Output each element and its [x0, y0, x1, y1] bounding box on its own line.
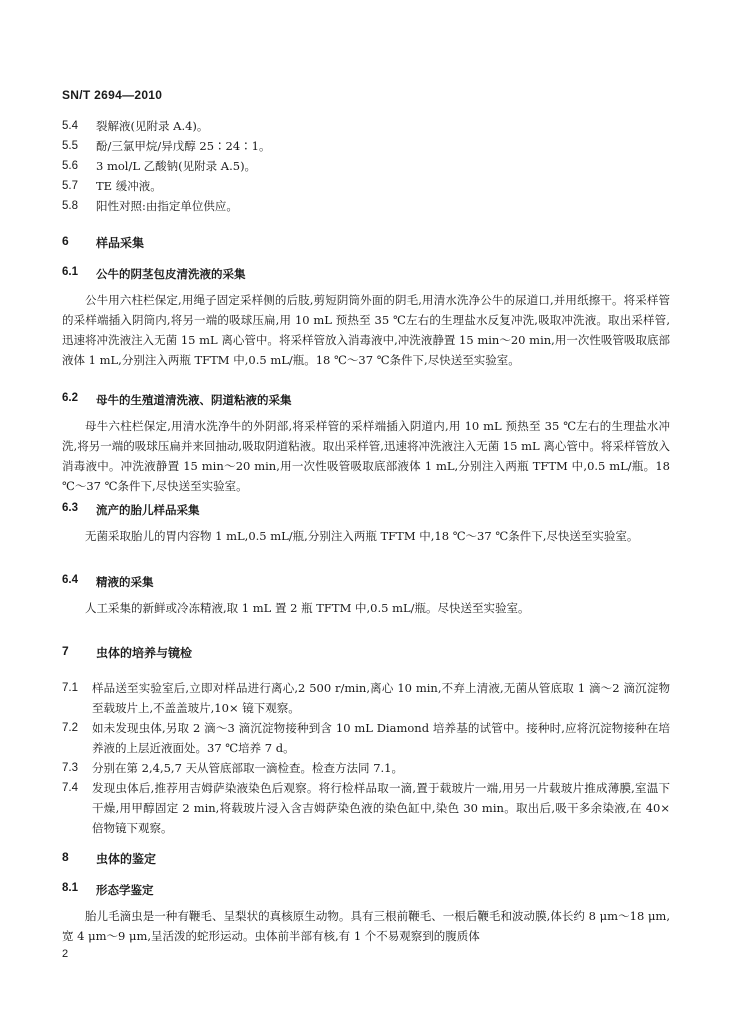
paragraph: 无菌采取胎儿的胃内容物 1 mL,0.5 mL/瓶,分别注入两瓶 TFTM 中,18 ℃～37 ℃条件下,尽快送至实验室。: [85, 529, 639, 543]
section-heading: [62, 644, 670, 661]
item-number: 7.4: [62, 782, 78, 794]
subsection-heading: [62, 882, 670, 898]
item-number: 5.8: [62, 200, 78, 212]
standard-code: SN/T 2694—2010: [62, 88, 163, 102]
reagent-list: [62, 116, 670, 216]
list-item: [62, 196, 670, 216]
list-item: [62, 136, 670, 156]
subsection-number: 6.4: [62, 574, 78, 586]
procedure-list: [62, 678, 670, 838]
subsection-number: 6.3: [62, 502, 78, 514]
subsection-title: 形态学鉴定: [96, 885, 154, 897]
subsection-title: 公牛的阴茎包皮清洗液的采集: [96, 269, 246, 281]
subsection-number: 8.1: [62, 882, 78, 894]
section-number: 7: [62, 644, 69, 658]
item-number: 5.7: [62, 180, 78, 192]
section-heading: [62, 850, 670, 867]
item-number: 5.5: [62, 140, 78, 152]
list-item: [62, 176, 670, 196]
item-number: 5.4: [62, 120, 78, 132]
procedure-item: [62, 778, 670, 838]
procedure-item: [62, 678, 670, 718]
list-item: [62, 156, 670, 176]
item-text: 裂解液(见附录 A.4)。: [96, 119, 209, 133]
subsection-number: 6.2: [62, 392, 78, 404]
item-number: 7.2: [62, 722, 78, 734]
subsection-heading: [62, 266, 670, 282]
subsection-heading: [62, 392, 670, 408]
procedure-item: [62, 758, 670, 778]
item-text: 分别在第 2,4,5,7 天从管底部取一滴检查。检查方法同 7.1。: [92, 761, 403, 775]
item-text: 阳性对照:由指定单位供应。: [96, 199, 238, 213]
page-number: 2: [62, 948, 69, 960]
item-text: 样品送至实验室后,立即对样品进行离心,2 500 r/min,离心 10 min,不弃上清液,无菌从管底取 1 滴～2 滴沉淀物至载玻片上,不盖盖玻片,10× 镜下观察。: [92, 681, 670, 715]
item-text: 发现虫体后,推荐用吉姆萨染液染色后观察。将行检样品取一滴,置于载玻片一端,用另一片载玻片推成薄膜,室温下干燥,用甲醇固定 2 min,将载玻片浸入含吉姆萨染色液的染色缸中,染色 30 min。取出后,吸干多余染液,在 40× 倍物镜下观察。: [92, 781, 670, 835]
subsection-heading: [62, 574, 670, 590]
item-number: 7.1: [62, 682, 78, 694]
subsection-title: 流产的胎儿样品采集: [96, 505, 200, 517]
item-text: 酚/三氯甲烷/异戊醇 25∶24∶1。: [96, 139, 271, 153]
paragraph: 公牛用六柱栏保定,用绳子固定采样侧的后肢,剪短阴筒外面的阴毛,用清水洗净公牛的尿道口,并用纸擦干。将采样管的采样端插入阴筒内,将另一端的吸球压扁,用 10 mL 预热至 35 ℃左右的生理盐水反复冲洗,吸取冲洗液。取出采样管,迅速将冲洗液注入无菌 15 mL 离心管中。将采样管放入消毒液中,冲洗液静置 15 min～20 min,用一次性吸管吸取底部液体 1 mL,分别注入两瓶 TFTM 中,0.5 mL/瓶。18 ℃～37 ℃条件下,尽快送至实验室。: [62, 293, 670, 367]
section-heading: [62, 234, 670, 251]
subsection-heading: [62, 502, 670, 518]
item-text: 如未发现虫体,另取 2 滴～3 滴沉淀物接种到含 10 mL Diamond 培养基的试管中。接种时,应将沉淀物接种在培养液的上层近液面处。37 ℃培养 7 d。: [92, 721, 670, 755]
item-text: 3 mol/L 乙酸钠(见附录 A.5)。: [96, 159, 257, 173]
item-text: TE 缓冲液。: [96, 179, 162, 193]
section-title: 虫体的鉴定: [96, 852, 157, 866]
paragraph: 胎儿毛滴虫是一种有鞭毛、呈梨状的真核原生动物。具有三根前鞭毛、一根后鞭毛和波动膜,体长约 8 μm～18 μm,宽 4 μm～9 μm,呈活泼的蛇形运动。虫体前半部有核,有 1 个不易观察到的腹质体: [62, 909, 670, 943]
section-number: 6: [62, 234, 69, 248]
section-title: 虫体的培养与镜检: [96, 646, 193, 660]
section-number: 8: [62, 850, 69, 864]
paragraph: 母牛六柱栏保定,用清水洗净牛的外阴部,将采样管的采样端插入阴道内,用 10 mL 预热至 35 ℃左右的生理盐水冲洗,将另一端的吸球压扁并来回抽动,吸取阴道粘液。取出采样管,迅速将冲洗液注入无菌 15 mL 离心管中。将采样管放入消毒液中。冲洗液静置 15 min～20 min,用一次性吸管吸取底部液体 1 mL,分别注入两瓶 TFTM 中,0.5 mL/瓶。18 ℃～37 ℃条件下,尽快送至实验室。: [62, 419, 670, 493]
paragraph: 人工采集的新鲜或冷冻精液,取 1 mL 置 2 瓶 TFTM 中,0.5 mL/瓶。尽快送至实验室。: [85, 601, 530, 615]
section-title: 样品采集: [96, 236, 145, 250]
subsection-number: 6.1: [62, 266, 78, 278]
procedure-item: [62, 718, 670, 758]
item-number: 5.6: [62, 160, 78, 172]
list-item: [62, 116, 670, 136]
subsection-title: 母牛的生殖道清洗液、阴道粘液的采集: [96, 395, 292, 407]
subsection-title: 精液的采集: [96, 577, 154, 589]
item-number: 7.3: [62, 762, 78, 774]
